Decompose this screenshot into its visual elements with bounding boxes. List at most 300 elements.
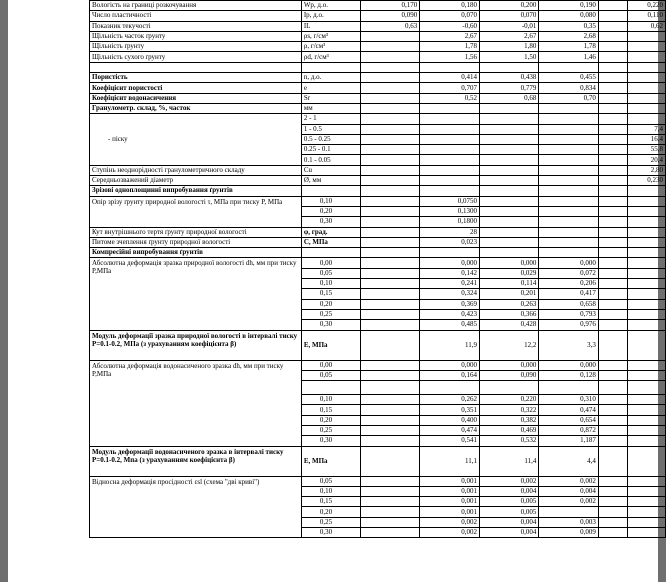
pressure-cell: 0,25 <box>301 425 360 435</box>
value-cell <box>360 528 419 538</box>
value-cell <box>539 217 598 227</box>
value-cell <box>360 279 419 289</box>
value-cell: 0,001 <box>420 497 480 507</box>
value-cell <box>480 186 539 196</box>
value-cell: 0,793 <box>539 309 598 319</box>
pressure-cell: 0,15 <box>301 289 360 299</box>
value-cell: 0,262 <box>420 395 480 405</box>
value-cell: -0,60 <box>420 21 480 31</box>
table-row <box>90 103 666 113</box>
value-cell <box>360 517 419 527</box>
value-cell <box>539 103 598 113</box>
value-cell: 0,002 <box>420 528 480 538</box>
value-cell: 2,67 <box>480 31 539 41</box>
value-cell: 0,004 <box>480 517 539 527</box>
subsidence-label: Відносна деформація просідності εsl (схема "дві криві") <box>90 476 302 538</box>
table-row <box>90 42 666 52</box>
value-cell <box>627 476 665 486</box>
value-cell <box>598 114 627 124</box>
value-cell <box>360 381 419 395</box>
value-cell <box>301 381 360 395</box>
value-cell: 0,114 <box>480 279 539 289</box>
pressure-cell: 0,30 <box>301 528 360 538</box>
value-cell: 1,46 <box>539 52 598 62</box>
value-cell: 0,428 <box>480 320 539 330</box>
value-cell <box>627 517 665 527</box>
value-cell <box>420 186 480 196</box>
value-cell <box>360 395 419 405</box>
value-cell <box>420 134 480 144</box>
value-cell <box>360 145 419 155</box>
value-cell <box>627 83 665 93</box>
value-cell <box>480 227 539 237</box>
value-cell <box>360 206 419 216</box>
property-label: Число пластичності <box>90 11 302 21</box>
value-cell: 0,1800 <box>420 217 480 227</box>
pressure-cell: 0,05 <box>301 268 360 278</box>
value-cell: 0,62 <box>627 21 665 31</box>
shear-label: Опір зрізу ґрунту природної вологості τ, МПа при тиску P, МПа <box>90 196 302 227</box>
value-cell: 7,4 <box>627 124 665 134</box>
property-label: Середньозважений діаметр <box>90 176 302 186</box>
value-cell <box>627 217 665 227</box>
value-cell: 0,070 <box>480 11 539 21</box>
value-cell: 0,474 <box>420 425 480 435</box>
table-row <box>90 196 666 206</box>
value-cell <box>598 528 627 538</box>
value-cell <box>360 507 419 517</box>
value-cell <box>627 258 665 268</box>
value-cell <box>539 227 598 237</box>
property-label: Кут внутрішнього тертя ґрунту природної вологості <box>90 227 302 237</box>
property-unit: ρ, г/см³ <box>301 42 360 52</box>
property-unit: n, д.о. <box>301 73 360 83</box>
value-cell <box>598 381 627 395</box>
pressure-cell: 0,20 <box>301 507 360 517</box>
value-cell: 0,023 <box>420 237 480 247</box>
value-cell: 2,67 <box>420 31 480 41</box>
property-unit: E, МПа <box>301 330 360 360</box>
value-cell <box>360 42 419 52</box>
value-cell <box>627 395 665 405</box>
value-cell: 0,872 <box>539 425 598 435</box>
value-cell <box>627 528 665 538</box>
value-cell <box>598 237 627 247</box>
value-cell <box>627 206 665 216</box>
property-label: Питоме зчеплення ґрунту природної вологості <box>90 237 302 247</box>
value-cell <box>627 62 665 72</box>
value-cell: 1,80 <box>480 42 539 52</box>
value-cell <box>360 186 419 196</box>
value-cell: -0,01 <box>480 21 539 31</box>
value-cell: 0,001 <box>420 507 480 517</box>
value-cell: 1,56 <box>420 52 480 62</box>
value-cell: 0,541 <box>420 436 480 446</box>
deformation-label: Абсолютна деформація зразка природної вологості dh, мм при тиску P,МПа <box>90 258 302 330</box>
value-cell <box>627 279 665 289</box>
value-cell: 0,474 <box>539 405 598 415</box>
value-cell: 0,004 <box>480 528 539 538</box>
value-cell: 11,9 <box>420 330 480 360</box>
value-cell <box>539 145 598 155</box>
value-cell: 0,382 <box>480 415 539 425</box>
property-label: Ступінь неоднорідності гранулометричного складу <box>90 165 302 175</box>
table-row <box>90 21 666 31</box>
table-row <box>90 114 666 124</box>
modulus-label: Модуль деформації зразка природної вологості в інтервалі тиску P=0.1-0.2, МПа (з урахуванням коефіцієнта β) <box>90 330 302 360</box>
value-cell <box>360 103 419 113</box>
value-cell <box>598 395 627 405</box>
value-cell <box>598 11 627 21</box>
value-cell <box>598 476 627 486</box>
value-cell: 0,707 <box>420 83 480 93</box>
table-row <box>90 186 666 196</box>
pressure-cell: 0,00 <box>301 258 360 268</box>
value-cell: 3,3 <box>539 330 598 360</box>
table-row <box>90 62 666 72</box>
table-row <box>90 52 666 62</box>
value-cell <box>420 103 480 113</box>
value-cell <box>360 476 419 486</box>
pressure-cell: 0,10 <box>301 486 360 496</box>
value-cell <box>360 248 419 258</box>
value-cell <box>360 268 419 278</box>
value-cell: 0,164 <box>420 370 480 380</box>
value-cell <box>301 186 360 196</box>
value-cell <box>360 217 419 227</box>
value-cell: 0,005 <box>480 507 539 517</box>
value-cell <box>598 436 627 446</box>
value-cell: 1,78 <box>420 42 480 52</box>
table-row <box>90 176 666 186</box>
value-cell <box>539 248 598 258</box>
value-cell: 0,658 <box>539 299 598 309</box>
value-cell <box>627 299 665 309</box>
value-cell <box>360 52 419 62</box>
value-cell: 0,976 <box>539 320 598 330</box>
value-cell <box>360 134 419 144</box>
value-cell <box>598 268 627 278</box>
value-cell <box>598 145 627 155</box>
value-cell <box>360 360 419 370</box>
value-cell <box>627 425 665 435</box>
value-cell <box>598 42 627 52</box>
value-cell <box>360 309 419 319</box>
value-cell <box>598 517 627 527</box>
table-row <box>90 83 666 93</box>
table-row <box>90 237 666 247</box>
value-cell <box>360 155 419 165</box>
property-unit: Wp, д.о. <box>301 1 360 11</box>
pressure-cell: 0,20 <box>301 299 360 309</box>
property-unit: Ip, д.о. <box>301 11 360 21</box>
value-cell: 20,4 <box>627 155 665 165</box>
value-cell <box>627 103 665 113</box>
pressure-cell: 0,30 <box>301 217 360 227</box>
value-cell <box>539 186 598 196</box>
value-cell <box>598 425 627 435</box>
value-cell <box>360 497 419 507</box>
value-cell: 0,072 <box>539 268 598 278</box>
value-cell: 0,004 <box>480 486 539 496</box>
fraction-size: 0.5 - 0.25 <box>301 134 360 144</box>
value-cell: 0,029 <box>480 268 539 278</box>
value-cell <box>539 155 598 165</box>
value-cell <box>480 237 539 247</box>
property-label: Коефіцієнт водонасичення <box>90 93 302 103</box>
value-cell: 2,68 <box>539 31 598 41</box>
value-cell <box>627 93 665 103</box>
table-row <box>90 1 666 11</box>
value-cell <box>360 196 419 206</box>
value-cell <box>420 114 480 124</box>
value-cell: 0,369 <box>420 299 480 309</box>
value-cell: 0,485 <box>420 320 480 330</box>
value-cell: 0,090 <box>360 11 419 21</box>
value-cell <box>598 507 627 517</box>
value-cell <box>480 134 539 144</box>
value-cell <box>539 165 598 175</box>
value-cell <box>598 124 627 134</box>
property-label: Показник текучості <box>90 21 302 31</box>
value-cell: 0,000 <box>420 258 480 268</box>
table-row <box>90 258 666 268</box>
value-cell <box>598 155 627 165</box>
value-cell: 0,0750 <box>420 196 480 206</box>
value-cell: 0,310 <box>539 395 598 405</box>
value-cell <box>360 405 419 415</box>
value-cell <box>627 227 665 237</box>
value-cell: 0,002 <box>539 476 598 486</box>
value-cell: 12,2 <box>480 330 539 360</box>
value-cell: 0,455 <box>539 73 598 83</box>
value-cell <box>598 309 627 319</box>
value-cell <box>420 381 480 395</box>
value-cell: 0,070 <box>420 11 480 21</box>
property-unit: Sr <box>301 93 360 103</box>
value-cell: 0,414 <box>420 73 480 83</box>
value-cell <box>598 73 627 83</box>
value-cell <box>598 330 627 360</box>
value-cell <box>598 206 627 216</box>
table-row <box>90 330 666 360</box>
pressure-cell: 0,05 <box>301 370 360 380</box>
value-cell <box>360 330 419 360</box>
value-cell: 0,417 <box>539 289 598 299</box>
value-cell: 0,52 <box>420 93 480 103</box>
value-cell <box>539 237 598 247</box>
value-cell <box>598 299 627 309</box>
pressure-cell: 0,10 <box>301 395 360 405</box>
value-cell: 1,78 <box>539 42 598 52</box>
pressure-cell: 0,30 <box>301 320 360 330</box>
value-cell: 16,4 <box>627 134 665 144</box>
value-cell: 0,001 <box>420 486 480 496</box>
value-cell: 0,1300 <box>420 206 480 216</box>
value-cell <box>539 62 598 72</box>
value-cell <box>627 31 665 41</box>
value-cell <box>627 248 665 258</box>
value-cell <box>420 155 480 165</box>
value-cell <box>360 124 419 134</box>
value-cell: 0,220 <box>480 395 539 405</box>
value-cell: 0,70 <box>539 93 598 103</box>
value-cell: 0,834 <box>539 83 598 93</box>
value-cell <box>360 289 419 299</box>
value-cell: 0,001 <box>420 476 480 486</box>
value-cell <box>420 62 480 72</box>
pressure-cell: 0,15 <box>301 497 360 507</box>
value-cell <box>360 258 419 268</box>
value-cell <box>539 196 598 206</box>
value-cell <box>598 62 627 72</box>
property-unit <box>301 62 360 72</box>
value-cell <box>420 248 480 258</box>
value-cell <box>360 73 419 83</box>
property-label: Щільність ґрунту <box>90 42 302 52</box>
table-row <box>90 227 666 237</box>
value-cell: 0,68 <box>480 93 539 103</box>
value-cell: 0,128 <box>539 370 598 380</box>
value-cell: 0,170 <box>360 1 419 11</box>
value-cell <box>627 42 665 52</box>
value-cell <box>627 52 665 62</box>
value-cell <box>598 83 627 93</box>
table-row <box>90 11 666 21</box>
value-cell <box>420 124 480 134</box>
value-cell <box>598 21 627 31</box>
value-cell <box>598 446 627 476</box>
property-unit: φ, град. <box>301 227 360 237</box>
section-header: Гранулометр. склад, %, часток <box>90 103 302 113</box>
value-cell <box>480 196 539 206</box>
pressure-cell: 0,30 <box>301 436 360 446</box>
value-cell: 0,002 <box>420 517 480 527</box>
value-cell: 0,000 <box>539 258 598 268</box>
property-label: Щільність часток ґрунту <box>90 31 302 41</box>
table-row <box>90 73 666 83</box>
value-cell <box>360 299 419 309</box>
table-row <box>90 476 666 486</box>
value-cell <box>360 415 419 425</box>
value-cell <box>627 446 665 476</box>
property-label: Пористість <box>90 73 302 83</box>
value-cell: 0,201 <box>480 289 539 299</box>
value-cell <box>598 31 627 41</box>
value-cell: 0,002 <box>480 476 539 486</box>
value-cell: 55,8 <box>627 145 665 155</box>
value-cell: 0,322 <box>480 405 539 415</box>
value-cell <box>360 176 419 186</box>
value-cell <box>627 186 665 196</box>
value-cell <box>627 330 665 360</box>
value-cell <box>539 134 598 144</box>
value-cell <box>360 114 419 124</box>
value-cell <box>598 196 627 206</box>
value-cell <box>301 248 360 258</box>
value-cell <box>598 52 627 62</box>
pressure-cell: 0,25 <box>301 517 360 527</box>
value-cell <box>627 289 665 299</box>
value-cell <box>598 320 627 330</box>
fraction-size: 1 - 0.5 <box>301 124 360 134</box>
value-cell <box>598 248 627 258</box>
value-cell <box>360 83 419 93</box>
value-cell: 0,009 <box>539 528 598 538</box>
value-cell <box>480 103 539 113</box>
value-cell <box>627 196 665 206</box>
value-cell: 0,090 <box>480 370 539 380</box>
value-cell: 0,230 <box>627 176 665 186</box>
pressure-cell: 0,15 <box>301 405 360 415</box>
value-cell <box>480 206 539 216</box>
value-cell: 0,180 <box>420 1 480 11</box>
value-cell: 0,000 <box>539 360 598 370</box>
pressure-cell: 0,20 <box>301 206 360 216</box>
value-cell: 11,1 <box>420 446 480 476</box>
value-cell <box>627 497 665 507</box>
value-cell: 0,110 <box>627 11 665 21</box>
property-label: Коефіцієнт пористості <box>90 83 302 93</box>
value-cell <box>539 381 598 395</box>
value-cell: 0,366 <box>480 309 539 319</box>
value-cell <box>480 217 539 227</box>
property-unit: ρd, г/см³ <box>301 52 360 62</box>
value-cell <box>598 497 627 507</box>
property-unit: мм <box>301 103 360 113</box>
value-cell: 0,190 <box>539 1 598 11</box>
value-cell <box>598 258 627 268</box>
value-cell <box>360 237 419 247</box>
value-cell: 0,423 <box>420 309 480 319</box>
value-cell <box>480 124 539 134</box>
value-cell: 0,351 <box>420 405 480 415</box>
value-cell <box>598 227 627 237</box>
pressure-cell: 0,00 <box>301 360 360 370</box>
value-cell <box>480 155 539 165</box>
value-cell <box>420 145 480 155</box>
property-unit: e <box>301 83 360 93</box>
value-cell: 0,000 <box>420 360 480 370</box>
value-cell: 0,002 <box>539 497 598 507</box>
section-header: Компресійні випробування ґрунтів <box>90 248 302 258</box>
deformation-label: Абсолютна деформація водонасиченого зразка dh, мм при тиску P,МПа <box>90 360 302 446</box>
value-cell <box>360 31 419 41</box>
value-cell: 0,63 <box>360 21 419 31</box>
value-cell <box>598 405 627 415</box>
value-cell: 0,005 <box>480 497 539 507</box>
fraction-size: 2 - 1 <box>301 114 360 124</box>
value-cell <box>539 206 598 216</box>
value-cell: 0,206 <box>539 279 598 289</box>
value-cell: 1,187 <box>539 436 598 446</box>
value-cell: 2,80 <box>627 165 665 175</box>
property-label: Щільність сухого ґрунту <box>90 52 302 62</box>
pressure-cell: 0,10 <box>301 196 360 206</box>
value-cell: 1,50 <box>480 52 539 62</box>
value-cell: 0,142 <box>420 268 480 278</box>
value-cell <box>360 320 419 330</box>
value-cell <box>627 237 665 247</box>
property-unit: IL <box>301 21 360 31</box>
value-cell <box>480 114 539 124</box>
value-cell: 0,080 <box>539 11 598 21</box>
table-row <box>90 360 666 370</box>
value-cell <box>360 93 419 103</box>
property-unit: C, МПа <box>301 237 360 247</box>
pressure-cell: 0,05 <box>301 476 360 486</box>
section-header: Зрізові одноплощинні випробування ґрунтів <box>90 186 302 196</box>
